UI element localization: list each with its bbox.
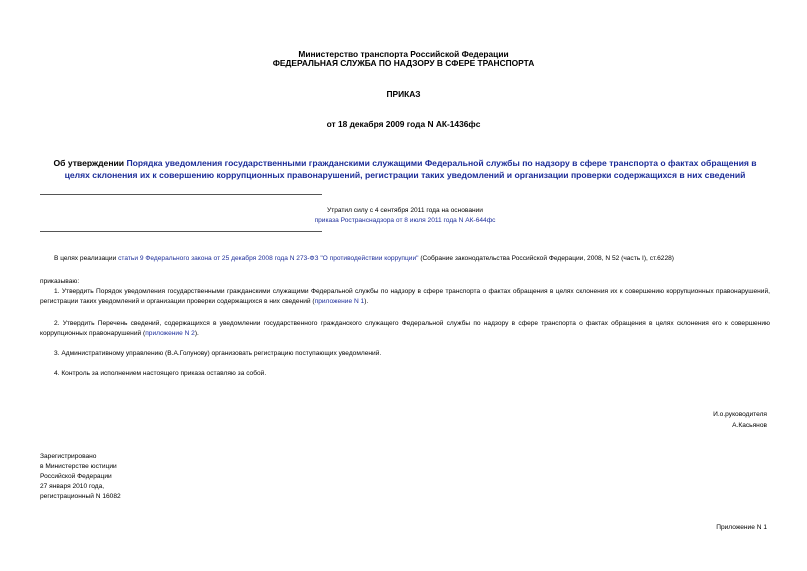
signature-position: И.о.руководителя xyxy=(713,411,767,418)
signature-name: А.Касьянов xyxy=(732,422,767,429)
title-prefix: Об утверждении xyxy=(53,158,127,168)
preamble-suffix: (Собрание законодательства Российской Федерации, 2008, N 52 (часть I), ст.6228) xyxy=(418,255,674,262)
title-link[interactable]: Порядка уведомления государственными гражданскими служащими Федеральной службы по надзору в сфере транспорта о фактах обращения в целях склонения их к совершению коррупционных правонарушений, регистрации таких уведомлений и организации проверки содержащихся в них сведений xyxy=(64,158,757,180)
item-2-text: 2. Утвердить Перечень сведений, содержащихся в уведомлении государственного гражданского служащего Федеральной службы по надзору в сфере транспорта о фактах обращения в целях склонения его к совершению коррупционных правонарушений ( xyxy=(40,320,770,337)
item-4 xyxy=(40,369,770,379)
ministry-name: Министерство транспорта Российской Федерации xyxy=(298,49,509,59)
registration-line-2: в Министерстве юстиции xyxy=(40,463,117,470)
divider-top xyxy=(40,194,322,195)
registration-line-4: 27 января 2010 года, xyxy=(40,483,105,490)
document-date-number: от 18 декабря 2009 года N АК-1436фс xyxy=(326,119,481,129)
registration-line-5: регистрационный N 16082 xyxy=(40,493,121,500)
item-4-text: 4. Контроль за исполнением настоящего приказа оставляю за собой. xyxy=(54,370,267,377)
registration-block xyxy=(40,452,121,502)
appendix-label: Приложение N 1 xyxy=(716,524,767,531)
preamble-prefix: В целях реализации xyxy=(54,255,119,262)
status-note xyxy=(40,206,770,226)
signature-block xyxy=(713,409,767,431)
registration-line-3: Российской Федерации xyxy=(40,473,112,480)
status-note-line: Утратил силу с 4 сентября 2011 года на основании xyxy=(327,207,483,214)
document-type: ПРИКАЗ xyxy=(386,89,421,99)
appendix-1-link[interactable]: приложение N 1 xyxy=(314,298,365,305)
law-link[interactable]: статьи 9 Федерального закона от 25 декабря 2008 года N 273-ФЗ "О противодействии коррупции" xyxy=(118,255,419,262)
item-1 xyxy=(40,287,770,307)
preamble xyxy=(40,254,770,264)
order-word: приказываю: xyxy=(40,278,80,285)
service-name: ФЕДЕРАЛЬНАЯ СЛУЖБА ПО НАДЗОРУ В СФЕРЕ ТРАНСПОРТА xyxy=(272,58,535,68)
item-2-end: ). xyxy=(194,330,199,337)
item-1-end: ). xyxy=(364,298,369,305)
document-title xyxy=(40,157,770,181)
status-note-link[interactable]: приказа Ространснадзора от 8 июля 2011 года N АК-644фс xyxy=(314,217,496,224)
item-1-text: 1. Утвердить Порядок уведомления государственными гражданскими служащими Федеральной службы по надзору в сфере транспорта о фактах обращения в целях склонения их к совершению коррупционных правонарушений, регистрации таких уведомлений и организации проверки содержащихся в них сведений ( xyxy=(40,288,770,305)
item-3-text: 3. Административному управлению (В.А.Голунову) организовать регистрацию поступающих уведомлений. xyxy=(54,350,382,357)
registration-line-1: Зарегистрировано xyxy=(40,453,97,460)
appendix-2-link[interactable]: приложение N 2 xyxy=(145,330,195,337)
divider-bottom xyxy=(40,231,322,232)
item-3 xyxy=(40,349,770,359)
item-2 xyxy=(40,319,770,339)
